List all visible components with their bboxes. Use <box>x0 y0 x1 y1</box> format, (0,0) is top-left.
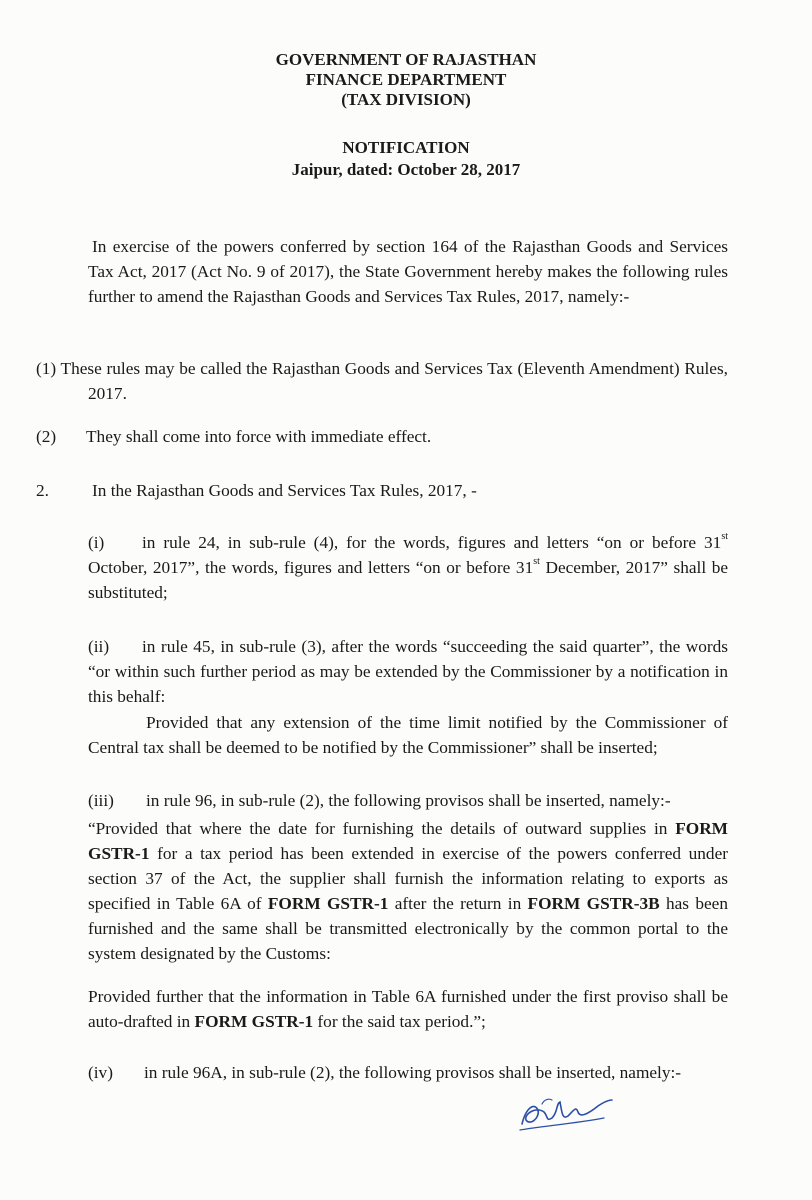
item-i-sup-1: st <box>721 531 728 543</box>
notification-title: NOTIFICATION <box>342 138 470 157</box>
item-iii-text: in rule 96, in sub-rule (2), the following provisos shall be inserted, namely:- <box>146 791 671 810</box>
para-1-text: These rules may be called the Rajasthan Goods and Services Tax (Eleventh Amendment) Rules, 2017. <box>60 359 729 403</box>
para-2-text: They shall come into force with immediate effect. <box>86 427 432 446</box>
proviso-2-text-b: for the said tax period.”; <box>313 1012 486 1031</box>
section-2-label: 2. <box>36 481 49 500</box>
item-i-label: (i) <box>88 533 105 552</box>
para-1-label: (1) <box>36 359 57 378</box>
proviso-1-text-a: “Provided that where the date for furnishing the details of outward supplies in <box>88 819 676 838</box>
form-gstr-3b-ref: FORM GSTR-3B <box>527 894 660 913</box>
item-i-text-2: October, 2017”, the words, figures and letters “on or before 31 <box>88 558 534 577</box>
item-ii-text: in rule 45, in sub-rule (3), after the words “succeeding the said quarter”, the words “or within such further period as may be extended by the Commissioner by a notification in this behalf: <box>88 637 728 706</box>
item-i <box>88 530 728 605</box>
item-ii <box>88 634 728 709</box>
item-i-text-3: December, 2017” shall be substituted; <box>88 558 729 602</box>
form-gstr-1-ref: FORM GSTR-1 <box>88 819 728 863</box>
intro-paragraph: In exercise of the powers conferred by section 164 of the Rajasthan Goods and Services Tax Act, 2017 (Act No. 9 of 2017), the State Government hereby makes the following rules further to amend the Rajasthan Goods and Services Tax Rules, 2017, namely:- <box>88 237 728 306</box>
item-iii-label: (iii) <box>88 791 114 810</box>
item-iv-label: (iv) <box>88 1063 113 1082</box>
para-1 <box>36 356 729 406</box>
item-ii-label: (ii) <box>88 637 110 656</box>
signature-initials-icon <box>512 1088 622 1138</box>
item-i-text-1: in rule 24, in sub-rule (4), for the words, figures and letters “on or before 31 <box>142 533 722 552</box>
item-iii-proviso-2 <box>88 984 728 1034</box>
item-ii-proviso: Provided that any extension of the time limit notified by the Commissioner of Central tax shall be deemed to be notified by the Commissioner” shall be inserted; <box>88 713 728 757</box>
section-2 <box>36 478 728 503</box>
para-2-label: (2) <box>36 427 57 446</box>
header-department: FINANCE DEPARTMENT <box>305 70 507 89</box>
form-gstr-1-ref: FORM GSTR-1 <box>267 894 389 913</box>
item-iii <box>88 788 728 813</box>
section-2-text: In the Rajasthan Goods and Services Tax Rules, 2017, - <box>92 481 477 500</box>
header-division: (TAX DIVISION) <box>341 90 471 109</box>
header-government: GOVERNMENT OF RAJASTHAN <box>275 50 537 69</box>
item-iv-text: in rule 96A, in sub-rule (2), the following provisos shall be inserted, namely:- <box>144 1063 682 1082</box>
proviso-2-text-a: Provided further that the information in Table 6A furnished under the first proviso shall be auto-drafted in <box>88 987 728 1031</box>
proviso-1-text-d: has been furnished and the same shall be transmitted electronically by the common portal to the system designated by the Customs: <box>88 894 728 963</box>
proviso-1-text-b: for a tax period has been extended in exercise of the powers conferred under section 37 of the Act, the supplier shall furnish the information relating to exports as specified in Table 6A of <box>88 844 728 913</box>
item-iii-proviso-1 <box>88 816 728 966</box>
form-gstr-1-ref: FORM GSTR-1 <box>194 1012 314 1031</box>
notification-date: Jaipur, dated: October 28, 2017 <box>291 160 521 179</box>
proviso-1-text-c: after the return in <box>388 894 528 913</box>
item-i-sup-2: st <box>533 556 540 568</box>
item-iv <box>88 1060 728 1085</box>
para-2 <box>36 424 728 449</box>
